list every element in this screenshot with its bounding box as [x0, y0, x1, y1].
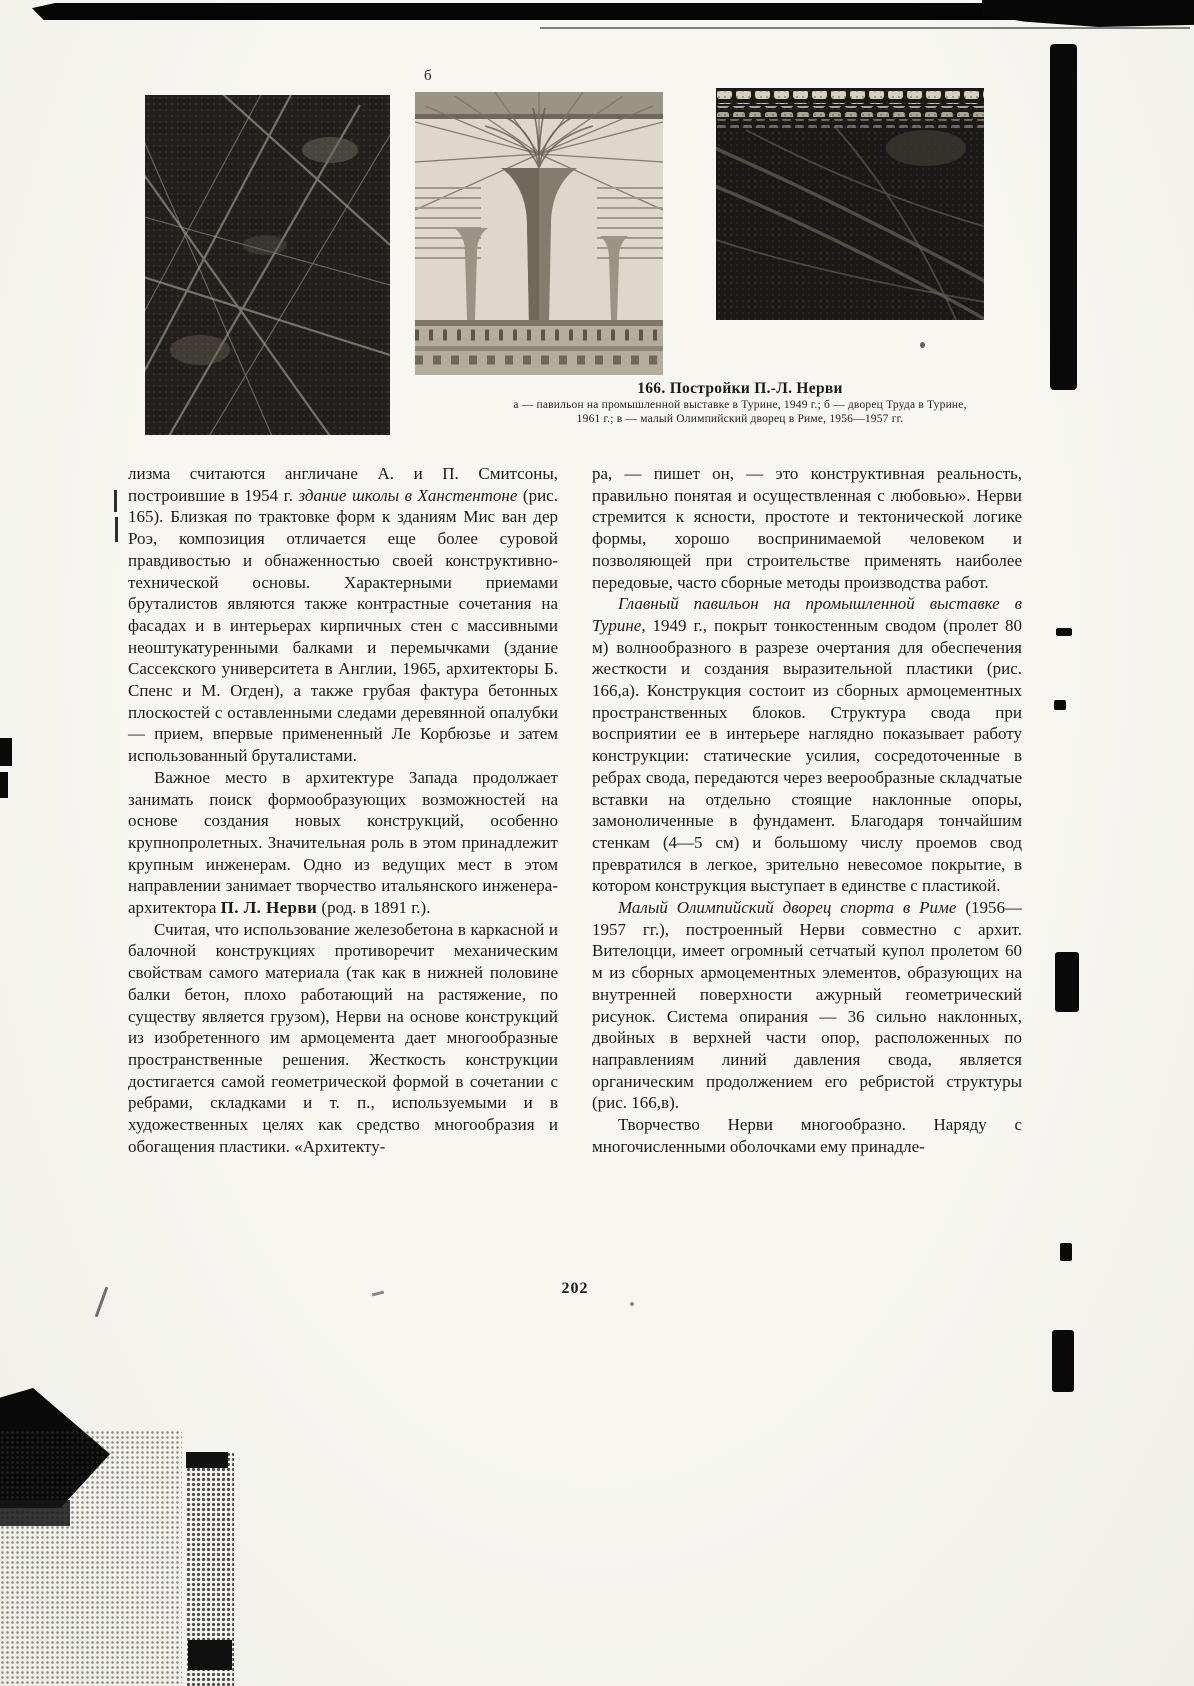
scan-artifact-top-line [540, 27, 1190, 29]
text-segment: (род. в 1891 г.). [317, 898, 431, 918]
scan-artifact-left-mark [0, 772, 8, 798]
scan-ink-patch [188, 1640, 232, 1670]
text-segment: П. Л. Нерви [220, 898, 318, 918]
text-column-left [128, 463, 558, 1158]
scan-ink-patch [0, 1500, 70, 1526]
photo-turin-pavilion-interior [415, 92, 663, 375]
paragraph [592, 1114, 1022, 1157]
text-segment: Главный павильон на промышленной выставке в Турине, [592, 594, 1022, 635]
paragraph [128, 919, 558, 1158]
scan-artifact-top-right-blob [982, 0, 1194, 27]
paragraph [128, 767, 558, 919]
scan-artifact-right-bar [1055, 952, 1079, 1012]
scan-artifact-left-mark [0, 738, 12, 766]
pencil-margin-tick [114, 490, 117, 512]
text-segment: 1949 г., покрыт тонкостенным сводом (пролет 80 м) волнообразного в разрезе очертания для обеспечения жесткости и создания выразительной пластики (рис. 166,а). Конструкция состоит из сборных армоцементных пространственных блоков. Структура свода при восприятии ее в интерьере наглядно показывает работу конструкции: статические усилия, сосредоточенные в ребрах свода, передаются через веерообразные складчатые вставки на отдельно стоящие наклонные опоры, замоноличенные в фундамент. Благодаря тончайшим стенкам (4—5 см) и большому числу проемов свод превратился в легкое, зрительно невесомое покрытие, в котором конструкция выступает в единстве с пластикой. [592, 615, 1022, 896]
text-segment: Малый Олимпийский дворец спорта в Риме [618, 898, 957, 918]
text-segment: здание школы в Ханстентоне [298, 485, 518, 505]
pencil-margin-tick [115, 517, 118, 542]
scan-artifact-right-mark [1056, 628, 1072, 636]
photo-b-image [415, 92, 663, 375]
text-segment: Творчество Нерви многообразно. Наряду с многочисленными оболочками ему принадле- [592, 1115, 1022, 1156]
photo-palace-of-labour-ceiling [145, 95, 390, 435]
photo-rome-olympic-dome-interior [716, 88, 984, 320]
scan-artifact-right-mark [1060, 1243, 1072, 1261]
figure-caption-line-1: а — павильон на промышленной выставке в Турине, 1949 г.; б — дворец Труда в Турине, [513, 399, 967, 411]
pencil-slash-mark [95, 1286, 109, 1317]
figure-caption-title: 166. Постройки П.-Л. Нерви [637, 380, 843, 397]
text-segment: (1956—1957 гг.), построенный Нерви совместно с архит. Вителоцци, имеет огромный сетчатый купол пролетом 60 м из сборных армоцементных элементов, образующих на внутренней поверхности ажурный геометрический рисунок. Система опирания — 36 сильно наклонных, двойных в верхней части опор, расположенных по направлениям линий давления свода, является органическим продолжением его ребристой структуры (рис. 166,в). [592, 898, 1022, 1113]
page-number: 202 [561, 1280, 589, 1297]
scan-artifact-right-bar [1052, 1330, 1074, 1392]
scan-artifact-right-bar [1050, 44, 1077, 390]
photo-b-letter-label: б [424, 68, 432, 84]
text-segment: лизма считаются англичане А. и П. Смитсоны, построившие в 1954 г. [128, 464, 558, 505]
text-segment: (рис. 165). Близкая по трактовке форм к зданиям Мис ван дер Роэ, композиция отличается еще более суровой правдивостью и обнаженностью своей конструктивно-технической основы. Характерными приемами бруталистов являются также контрастные сочетания на фасадах и в интерьерах кирпичных стен с массивными неоштукатуренными балками и перемычками (здание Сассекского университета в Англии, 1965, архитекторы Б. Спенс и М. Огден), а также грубая фактура бетонных плоскостей с оставленными следами деревянной опалубки — прием, впервые примененный Ле Корбюзье и затем использованный бруталистами. [128, 485, 558, 766]
photo-a-image [145, 95, 390, 435]
scan-speck [630, 1302, 634, 1306]
photo-c-image [716, 88, 984, 320]
scan-speck [920, 342, 925, 348]
figure-caption-line-2: 1961 г.; в — малый Олимпийский дворец в Риме, 1956—1957 гг. [576, 413, 904, 425]
text-segment: ра, — пишет он, — это конструктивная реальность, правильно понятая и осуществленная с любовью». Нерви стремится к ясности, простоте и тектонической логике формы, хорошо воспринимаемой человеком и позволяющей при строительстве применять наиболее передовые, часто сборные методы производства работ. [592, 464, 1022, 592]
paragraph [592, 897, 1022, 1114]
figure-caption [400, 380, 1080, 426]
scan-halftone-field [0, 1430, 182, 1686]
text-column-right [592, 463, 1022, 1158]
scan-ink-patch [186, 1452, 228, 1468]
scan-artifact-right-mark [1054, 700, 1066, 710]
paragraph-continuation [128, 463, 558, 767]
paragraph-continuation [592, 463, 1022, 593]
paragraph [592, 593, 1022, 897]
text-segment: Считая, что использование железобетона в каркасной и балочной конструкциях противоречит механическим свойствам самого материала (так как в нижней половине балки бетон, плохо работающий на растяжение, по существу является грузом), Нерви на основе конструкций из изобретенного им армоцемента дает многообразные пространственные решения. Жесткость конструкции достигается самой геометрической формой в сочетании с ребрами, складками и т. п., используемыми и в художественных целях как средство многообразия и обогащения пластики. «Архитекту- [128, 919, 558, 1156]
text-segment: Важное место в архитектуре Запада продолжает занимать поиск формообразующих возможностей на основе создания новых конструкций, особенно крупнопролетных. Значительная роль в этом принадлежит крупным инженерам. Одно из ведущих мест в этом направлении занимает творчество итальянского инженера-архитектора [128, 767, 558, 918]
